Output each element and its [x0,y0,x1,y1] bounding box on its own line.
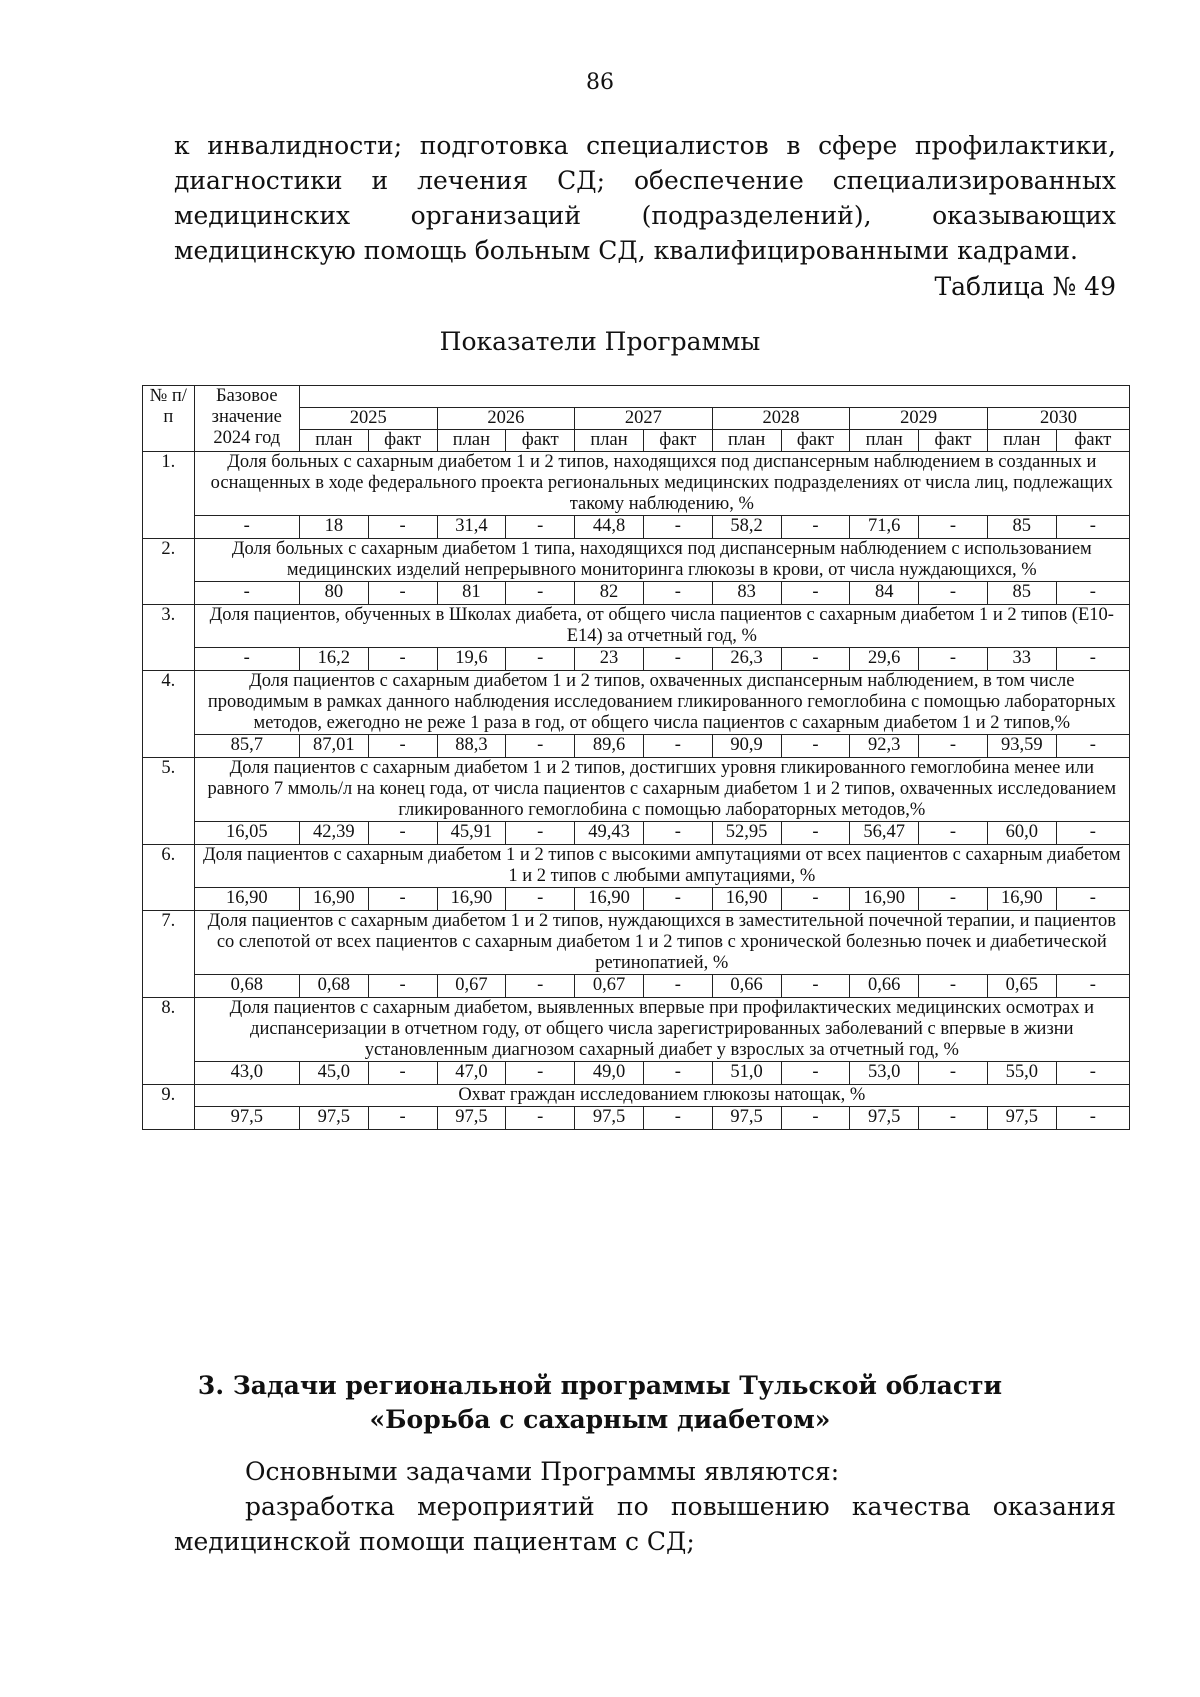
header-year: 2029 [850,408,988,430]
table-label: Таблица № 49 [934,272,1116,301]
indicator-value: - [368,975,437,998]
indicator-value: 56,47 [850,822,919,845]
header-fact: факт [368,430,437,452]
task-item: разработка мероприятий по повышению качества оказания медицинской помощи пациентам с СД; [174,1492,1116,1556]
indicator-description: Доля пациентов с сахарным диабетом 1 и 2 типов, достигших уровня гликированного гемоглобина менее или равного 7 ммоль/л на конец года, от числа пациентов с сахарным диабетом 1 и 2 типов, охваченных исследованием гликированного гемоглобина с помощью лабораторных методов,% [194,758,1129,822]
indicator-description-row [143,1085,1130,1107]
indicator-value: - [919,888,988,911]
indicator-value: 0,65 [987,975,1056,998]
indicator-value: 16,90 [575,888,644,911]
indicator-value: - [643,735,712,758]
indicator-value: - [194,516,299,539]
indicator-value: - [919,516,988,539]
indicator-value: - [643,1062,712,1085]
indicator-value: 51,0 [712,1062,781,1085]
header-blank [299,386,1129,408]
indicator-number: 4. [143,671,195,758]
header-fact: факт [506,430,575,452]
section-title [0,1369,1200,1437]
indicator-number: 3. [143,605,195,671]
indicator-value: - [781,975,850,998]
intro-paragraph: к инвалидности; подготовка специалистов в сфере профилактики, диагностики и лечения СД; обеспечение специализированных медицинских организаций (подразделений), оказывающих медицинскую помощь больным СД, квалифицированными кадрами. [174,131,1116,265]
page-number: 86 [586,70,614,95]
indicators-table [142,385,1130,1130]
indicator-value: - [781,516,850,539]
indicator-value: 85 [987,516,1056,539]
indicator-value: 0,68 [194,975,299,998]
indicator-value: - [919,582,988,605]
indicator-value: 49,43 [575,822,644,845]
indicator-number: 8. [143,998,195,1085]
indicator-value: - [506,516,575,539]
indicator-value: 16,90 [987,888,1056,911]
indicator-value: 0,67 [437,975,506,998]
indicator-value: - [919,975,988,998]
indicator-value: - [368,1107,437,1130]
indicator-value: 19,6 [437,648,506,671]
indicator-value: - [919,735,988,758]
indicator-number: 1. [143,452,195,539]
indicator-value: - [643,888,712,911]
indicator-value: 90,9 [712,735,781,758]
indicator-value: - [781,1062,850,1085]
indicator-description: Доля пациентов с сахарным диабетом, выявленных впервые при профилактических медицинских осмотрах и диспансеризации в отчетном году, от общего числа зарегистрированных заболеваний с впервые в жизни установленным диагнозом сахарный диабет у взрослых за отчетный год, % [194,998,1129,1062]
indicator-values-row [143,648,1130,671]
indicator-value: - [781,888,850,911]
indicator-value: - [368,516,437,539]
indicator-value: 53,0 [850,1062,919,1085]
indicator-value: - [194,648,299,671]
indicator-value: - [1056,1107,1129,1130]
indicator-value: 60,0 [987,822,1056,845]
indicator-value: - [506,648,575,671]
indicator-value: 18 [299,516,368,539]
indicator-value: - [194,582,299,605]
indicator-value: - [781,582,850,605]
indicator-value: 42,39 [299,822,368,845]
indicator-value: - [1056,1062,1129,1085]
indicator-value: - [368,1062,437,1085]
header-year: 2028 [712,408,850,430]
indicator-value: - [506,582,575,605]
header-fact: факт [781,430,850,452]
indicator-value: - [1056,888,1129,911]
indicator-value: 97,5 [194,1107,299,1130]
indicator-value: 58,2 [712,516,781,539]
indicator-value: 33 [987,648,1056,671]
header-fact: факт [643,430,712,452]
indicator-values-row [143,822,1130,845]
indicator-value: - [643,975,712,998]
indicator-value: 16,90 [194,888,299,911]
indicator-value: - [1056,975,1129,998]
indicator-value: 16,90 [712,888,781,911]
indicator-value: - [643,516,712,539]
indicator-value: 97,5 [712,1107,781,1130]
indicator-value: 87,01 [299,735,368,758]
indicator-value: 0,68 [299,975,368,998]
indicator-value: - [781,822,850,845]
indicator-value: 84 [850,582,919,605]
indicator-value: - [919,822,988,845]
indicator-value: 81 [437,582,506,605]
tasks-intro: Основными задачами Программы являются: [245,1457,840,1486]
indicator-value: 44,8 [575,516,644,539]
indicator-value: 0,66 [850,975,919,998]
indicator-value: 16,05 [194,822,299,845]
header-base-value: Базовое значение 2024 год [194,386,299,452]
indicator-value: - [506,735,575,758]
indicator-value: 45,91 [437,822,506,845]
indicator-value: 16,90 [437,888,506,911]
indicator-value: 92,3 [850,735,919,758]
indicator-value: - [368,582,437,605]
header-plan: план [712,430,781,452]
indicator-description-row [143,845,1130,888]
indicator-value: - [506,1062,575,1085]
indicator-description: Доля пациентов, обученных в Школах диабета, от общего числа пациентов с сахарным диабетом 1 и 2 типов (Е10-Е14) за отчетный год, % [194,605,1129,648]
indicator-value: 0,66 [712,975,781,998]
indicator-value: 26,3 [712,648,781,671]
indicator-value: - [1056,516,1129,539]
header-plan: план [299,430,368,452]
indicator-value: 97,5 [987,1107,1056,1130]
indicator-number: 2. [143,539,195,605]
indicator-value: 16,90 [850,888,919,911]
indicator-value: 88,3 [437,735,506,758]
indicator-value: 85,7 [194,735,299,758]
indicator-number: 5. [143,758,195,845]
indicator-value: - [368,735,437,758]
indicator-value: 89,6 [575,735,644,758]
indicator-values-row [143,1107,1130,1130]
indicator-values-row [143,582,1130,605]
indicator-value: - [919,1107,988,1130]
section-title-line-1: 3. Задачи региональной программы Тульской области [197,1371,1003,1400]
header-year: 2030 [987,408,1129,430]
indicator-value: - [1056,648,1129,671]
indicator-value: - [1056,735,1129,758]
indicator-description-row [143,452,1130,516]
indicator-value: 85 [987,582,1056,605]
indicator-value: - [506,975,575,998]
header-fact: факт [1056,430,1129,452]
indicator-value: 97,5 [437,1107,506,1130]
indicator-value: 49,0 [575,1062,644,1085]
indicator-value: 16,90 [299,888,368,911]
indicator-values-row [143,888,1130,911]
indicator-number: 6. [143,845,195,911]
indicator-value: 31,4 [437,516,506,539]
indicator-values-row [143,735,1130,758]
indicator-description-row [143,911,1130,975]
indicator-value: - [368,822,437,845]
indicator-value: 45,0 [299,1062,368,1085]
indicator-value: 97,5 [575,1107,644,1130]
indicator-value: - [368,888,437,911]
indicator-value: 23 [575,648,644,671]
section-title-line-2: «Борьба с сахарным диабетом» [369,1405,831,1434]
indicator-description: Охват граждан исследованием глюкозы натощак, % [194,1085,1129,1107]
indicator-value: 82 [575,582,644,605]
indicator-value: - [1056,582,1129,605]
header-plan: план [575,430,644,452]
indicator-value: - [506,822,575,845]
indicator-value: 80 [299,582,368,605]
indicator-value: - [643,822,712,845]
indicator-values-row [143,975,1130,998]
indicator-value: 55,0 [987,1062,1056,1085]
header-fact: факт [919,430,988,452]
indicator-description: Доля больных с сахарным диабетом 1 и 2 типов, находящихся под диспансерным наблюдением в созданных и оснащенных в ходе федерального проекта региональных медицинских подразделениях от числа лиц, подлежащих такому наблюдению, % [194,452,1129,516]
indicator-value: - [781,648,850,671]
header-plan: план [850,430,919,452]
indicator-value: 93,59 [987,735,1056,758]
indicator-value: - [919,1062,988,1085]
indicator-value: 52,95 [712,822,781,845]
header-year: 2025 [299,408,437,430]
indicator-value: - [643,582,712,605]
indicator-value: 0,67 [575,975,644,998]
table-title: Показатели Программы [439,327,761,356]
table-body [143,452,1130,1130]
header-year: 2026 [437,408,575,430]
indicator-value: - [643,1107,712,1130]
header-plan: план [987,430,1056,452]
indicator-number: 7. [143,911,195,998]
indicator-value: - [919,648,988,671]
indicator-value: 83 [712,582,781,605]
indicator-description-row [143,671,1130,735]
indicator-value: 16,2 [299,648,368,671]
indicator-value: - [781,1107,850,1130]
indicator-value: - [506,888,575,911]
header-row-1 [143,386,1130,408]
header-year: 2027 [575,408,713,430]
indicator-description-row [143,539,1130,582]
indicator-value: 29,6 [850,648,919,671]
indicator-number: 9. [143,1085,195,1130]
indicator-description: Доля пациентов с сахарным диабетом 1 и 2 типов, охваченных диспансерным наблюдением, в том числе проводимым в рамках данного наблюдения исследованием гликированного гемоглобина с помощью лабораторных методов, ежегодно не реже 1 раза в год, от общего числа пациентов с сахарным диабетом 1 и 2 типов,% [194,671,1129,735]
indicator-description: Доля пациентов с сахарным диабетом 1 и 2 типов с высокими ампутациями от всех пациентов с сахарным диабетом 1 и 2 типов с любыми ампутациями, % [194,845,1129,888]
indicator-value: - [643,648,712,671]
indicator-values-row [143,516,1130,539]
indicator-value: 71,6 [850,516,919,539]
indicator-value: 43,0 [194,1062,299,1085]
indicator-values-row [143,1062,1130,1085]
table-header [143,386,1130,452]
header-num: № п/п [143,386,195,452]
header-plan: план [437,430,506,452]
indicator-description: Доля больных с сахарным диабетом 1 типа, находящихся под диспансерным наблюдением с использованием медицинских изделий непрерывного мониторинга глюкозы в крови, от числа нуждающихся, % [194,539,1129,582]
indicator-value: - [781,735,850,758]
indicator-value: 97,5 [299,1107,368,1130]
indicator-value: 47,0 [437,1062,506,1085]
indicator-description-row [143,758,1130,822]
indicator-description-row [143,998,1130,1062]
indicator-value: - [1056,822,1129,845]
indicator-value: 97,5 [850,1107,919,1130]
indicator-description: Доля пациентов с сахарным диабетом 1 и 2 типов, нуждающихся в заместительной почечной терапии, и пациентов со слепотой от всех пациентов с сахарным диабетом 1 и 2 типов с хронической болезнью почек и диабетической ретинопатией, % [194,911,1129,975]
indicator-description-row [143,605,1130,648]
indicator-value: - [368,648,437,671]
indicator-value: - [506,1107,575,1130]
